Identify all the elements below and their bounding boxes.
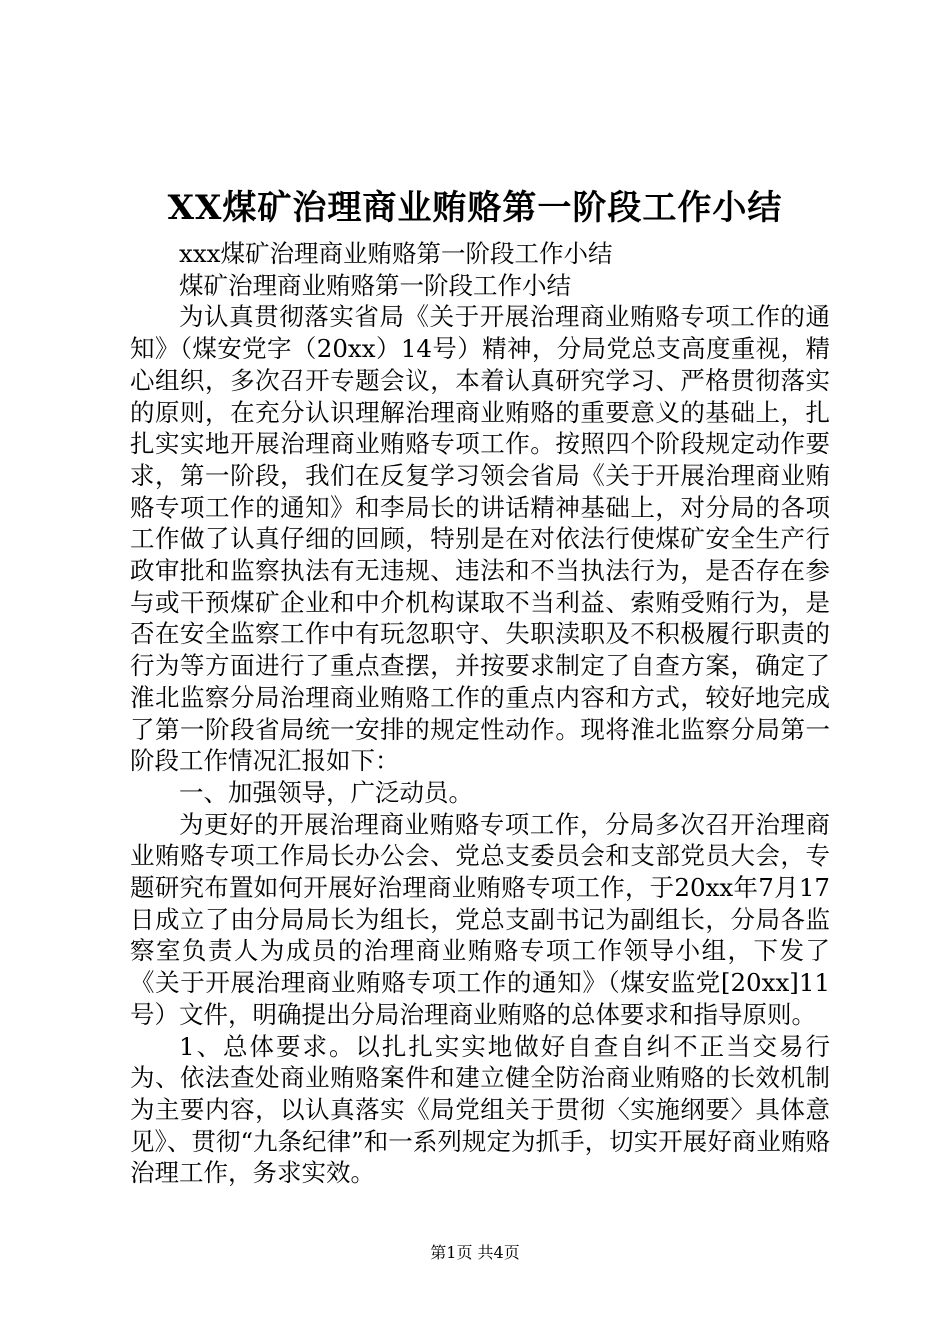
section-heading-1: 一、加强领导，广泛动员。 <box>179 777 473 807</box>
subtitle-line-2: 煤矿治理商业贿赂第一阶段工作小结 <box>179 270 571 300</box>
page-footer: 第1页 共4页 <box>430 1243 520 1262</box>
document-title: XX煤矿治理商业贿赂第一阶段工作小结 <box>167 188 783 228</box>
document-body <box>130 238 830 1189</box>
body-paragraph-requirements: 1、总体要求。以扎扎实实地做好自查自纠不正当交易行为、依法查处商业贿赂案件和建立健全防治商业贿赂的长效机制为主要内容，以认真落实《局党组关于贯彻〈实施纲要〉具体意见》、贯彻“九条纪律”和一系列规定为抓手，切实开展好商业贿赂治理工作，务求实效。 <box>130 1031 830 1188</box>
body-paragraph-intro: 为认真贯彻落实省局《关于开展治理商业贿赂专项工作的通知》（煤安党字（20xx）14号）精神，分局党总支高度重视，精心组织，多次召开专题会议，本着认真研究学习、严格贯彻落实的原则，在充分认识理解治理商业贿赂的重要意义的基础上，扎扎实实地开展治理商业贿赂专项工作。按照四个阶段规定动作要求，第一阶段，我们在反复学习领会省局《关于开展治理商业贿赂专项工作的通知》和李局长的讲话精神基础上，对分局的各项工作做了认真仔细的回顾，特别是在对依法行使煤矿安全生产行政审批和监察执法有无违规、违法和不当执法行为，是否存在参与或干预煤矿企业和中介机构谋取不当利益、索贿受贿行为，是否在安全监察工作中有玩忽职守、失职渎职及不积极履行职责的行为等方面进行了重点查摆，并按要求制定了自查方案，确定了淮北监察分局治理商业贿赂工作的重点内容和方式，较好地完成了第一阶段省局统一安排的规定性动作。现将淮北监察分局第一阶段工作情况汇报如下： <box>130 302 830 776</box>
subtitle-line-1: xxx煤矿治理商业贿赂第一阶段工作小结 <box>179 239 613 268</box>
body-paragraph-leadership: 为更好的开展治理商业贿赂专项工作，分局多次召开治理商业贿赂专项工作局长办公会、党总支委员会和支部党员大会，专题研究布置如何开展好治理商业贿赂专项工作，于20xx年7月17日成立了由分局局长为组长，党总支副书记为副组长，分局各监察室负责人为成员的治理商业贿赂专项工作领导小组，下发了《关于开展治理商业贿赂专项工作的通知》（煤安监党[20xx]11号）文件，明确提出分局治理商业贿赂的总体要求和指导原则。 <box>130 809 830 1029</box>
